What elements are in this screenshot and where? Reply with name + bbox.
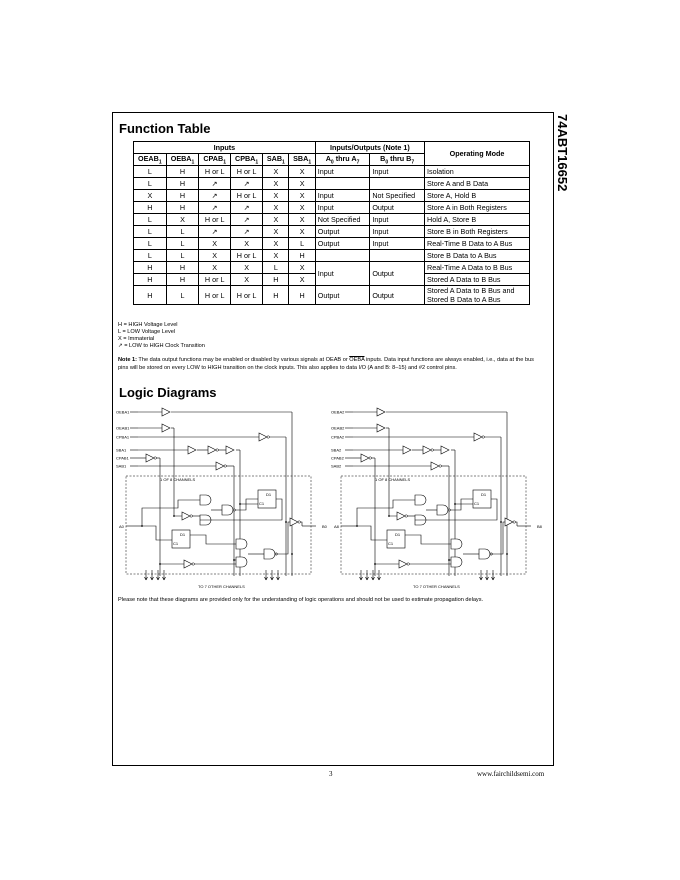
junction-dot — [454, 503, 456, 505]
table-cell: X — [263, 190, 289, 202]
channel-box — [341, 476, 526, 574]
table-cell: Store B Data to A Bus — [425, 250, 530, 262]
signal-label: OEBA1 — [116, 409, 130, 415]
table-cell: X — [199, 250, 231, 262]
table-cell: H — [263, 286, 289, 305]
signal-label: SAB1 — [116, 463, 127, 469]
col-header-cpba: $CPBA_1$ — [230, 154, 262, 166]
table-cell: X — [263, 214, 289, 226]
table-row — [134, 238, 530, 250]
buffer-gate — [290, 518, 298, 526]
buffer-gate — [182, 512, 190, 520]
table-cell: X — [289, 274, 315, 286]
note-oeba: OEBA — [349, 357, 365, 363]
table-cell: X — [199, 238, 231, 250]
table-cell: Store A in Both Registers — [425, 202, 530, 214]
col-header-sab: $SAB_1$ — [263, 154, 289, 166]
table-cell: H — [134, 286, 167, 305]
table-cell: Output — [370, 286, 425, 305]
junction-dot — [141, 525, 143, 527]
diagram-caption: Please note that these diagrams are provided only for the understanding of logic operations and should not be used to estimate propagation delays. — [118, 597, 484, 603]
channel-label: 1 OF 8 CHANNELS — [375, 477, 411, 482]
legend — [118, 322, 205, 350]
buffer-gate — [162, 424, 170, 432]
table-cell: Store A and B Data — [425, 178, 530, 190]
register-c-label: C1 — [259, 501, 265, 506]
table-cell: X — [289, 202, 315, 214]
table-cell: H — [263, 274, 289, 286]
table-cell: Input — [370, 238, 425, 250]
signal-label: SAB2 — [331, 463, 342, 469]
signal-label: SBA2 — [331, 447, 342, 453]
col-header-b: $B_0$ thru $B_7$ — [370, 154, 425, 166]
table-cell: H — [134, 274, 167, 286]
and-gate — [437, 505, 448, 515]
buffer-gate — [441, 446, 449, 454]
table-cell: Not Specified — [315, 214, 370, 226]
table-cell: X — [263, 178, 289, 190]
buffer-gate — [423, 446, 431, 454]
and-gate — [200, 495, 211, 505]
table-cell — [315, 250, 370, 262]
table-cell: L — [166, 226, 199, 238]
col-header-cpab: $CPAB_1$ — [199, 154, 231, 166]
table-cell: Stored A Data to B Bus — [425, 274, 530, 286]
legend-line: H = HIGH Voltage Level — [118, 322, 178, 328]
table-cell: Input — [315, 202, 370, 214]
table-cell: H — [166, 166, 199, 178]
table-cell: H — [166, 274, 199, 286]
table-cell: X — [230, 274, 262, 286]
register-c-label: C1 — [173, 541, 179, 546]
col-header-sba: $SBA_1$ — [289, 154, 315, 166]
table-row — [134, 250, 530, 262]
table-cell: H or L — [230, 286, 262, 305]
table-cell: X — [263, 250, 289, 262]
buffer-gate — [184, 560, 192, 568]
register-c-label: C1 — [388, 541, 394, 546]
table-cell: X — [289, 166, 315, 178]
junction-dot — [506, 553, 508, 555]
table-cell: H — [166, 178, 199, 190]
table-cell: H — [289, 250, 315, 262]
wire — [142, 500, 200, 526]
buffer-gate — [188, 446, 196, 454]
logic-diagram-1 — [116, 408, 328, 589]
signal-label: OEAB1 — [116, 425, 130, 431]
and-gate — [451, 539, 462, 549]
wire — [448, 499, 473, 510]
register-d-label: D1 — [481, 492, 487, 497]
table-cell: H — [134, 202, 167, 214]
table-row — [134, 286, 530, 305]
signal-label: CPAB1 — [116, 455, 129, 461]
and-gate — [236, 539, 247, 549]
other-channels-label: TO 7 OTHER CHANNELS — [413, 584, 460, 589]
other-channels-label: TO 7 OTHER CHANNELS — [198, 584, 245, 589]
and-gate — [222, 505, 233, 515]
logic-diagrams — [116, 404, 546, 594]
b-port-label: B8 — [537, 524, 542, 529]
function-table-heading: Function Table — [119, 121, 211, 136]
junction-dot — [233, 559, 235, 561]
table-cell: L — [134, 178, 167, 190]
table-cell: H or L — [230, 250, 262, 262]
table-cell: Output — [315, 226, 370, 238]
buffer-gate — [505, 518, 513, 526]
wire — [490, 522, 505, 554]
table-cell: Store A, Hold B — [425, 190, 530, 202]
table-cell: ↗ — [230, 226, 262, 238]
table-cell: X — [289, 262, 315, 274]
table-cell: H — [289, 286, 315, 305]
register-d-label: D1 — [180, 532, 186, 537]
table-cell: L — [263, 262, 289, 274]
table-cell: X — [263, 238, 289, 250]
note-label: Note 1: — [118, 357, 137, 363]
buffer-gate — [377, 408, 385, 416]
legend-line: X = Immaterial — [118, 336, 155, 342]
logic-diagrams-heading: Logic Diagrams — [119, 385, 217, 400]
table-cell: H or L — [230, 190, 262, 202]
buffer-gate — [399, 560, 407, 568]
table-cell: X — [289, 190, 315, 202]
and-gate — [415, 495, 426, 505]
buffer-gate — [397, 512, 405, 520]
part-number-title: 74ABT16652 — [555, 114, 570, 192]
table-cell: Output — [315, 238, 370, 250]
table-cell: L — [166, 238, 199, 250]
junction-dot — [374, 563, 376, 565]
buffer-gate — [162, 408, 170, 416]
table-cell: H — [166, 190, 199, 202]
table-cell: Isolation — [425, 166, 530, 178]
table-cell: H — [134, 262, 167, 274]
table-cell: X — [289, 178, 315, 190]
a-port-label: A0 — [119, 524, 124, 529]
table-cell: H — [166, 202, 199, 214]
table-cell — [370, 250, 425, 262]
table-cell: X — [134, 190, 167, 202]
wire — [233, 499, 258, 510]
buffer-gate — [216, 462, 224, 470]
wire — [275, 522, 290, 554]
table-cell: L — [134, 226, 167, 238]
and-gate — [264, 549, 275, 559]
table-cell: X — [263, 166, 289, 178]
buffer-gate — [259, 433, 267, 441]
table-cell: Real-Time A Data to B Bus — [425, 262, 530, 274]
buffer-gate — [226, 446, 234, 454]
table-cell: L — [134, 166, 167, 178]
signal-label: OEAB2 — [331, 425, 345, 431]
junction-dot — [500, 521, 502, 523]
table-cell: ↗ — [199, 190, 231, 202]
table-cell: X — [199, 262, 231, 274]
table-cell: Stored A Data to B Bus and Stored B Data to A Bus — [425, 286, 530, 305]
table-cell — [370, 178, 425, 190]
note-text-a: The data output functions may be enabled or disabled by various signals at OEAB or — [136, 357, 350, 363]
signal-label: SBA1 — [116, 447, 127, 453]
and-gate — [479, 549, 490, 559]
table-cell: ↗ — [199, 202, 231, 214]
a-port-label: A8 — [334, 524, 339, 529]
table-row — [134, 262, 530, 274]
buffer-gate — [208, 446, 216, 454]
table-cell: Not Specified — [370, 190, 425, 202]
legend-line: L = LOW Voltage Level — [118, 329, 176, 335]
table-cell: H or L — [230, 166, 262, 178]
table-cell: Real-Time B Data to A Bus — [425, 238, 530, 250]
legend-line: ↗ = LOW to HIGH Clock Transition — [118, 343, 205, 349]
b-port-label: B0 — [322, 524, 327, 529]
note-1 — [118, 356, 543, 372]
wire — [357, 500, 415, 526]
junction-dot — [291, 553, 293, 555]
table-cell: ↗ — [199, 178, 231, 190]
table-cell: ↗ — [230, 202, 262, 214]
col-header-oeab: $OEAB_1$ — [134, 154, 167, 166]
table-cell: Input — [370, 166, 425, 178]
junction-dot — [159, 563, 161, 565]
table-cell: H or L — [199, 286, 231, 305]
col-header-a: $A_0$ thru $A_7$ — [315, 154, 370, 166]
table-cell: Store B in Both Registers — [425, 226, 530, 238]
table-row — [134, 226, 530, 238]
group-header-mode: Operating Mode — [425, 142, 530, 166]
register-d-label: D1 — [395, 532, 401, 537]
table-cell: X — [166, 214, 199, 226]
group-header-io: Inputs/Outputs (Note 1) — [315, 142, 424, 154]
signal-label: CPAB2 — [331, 455, 344, 461]
table-row — [134, 190, 530, 202]
table-row — [134, 166, 530, 178]
table-cell: Hold A, Store B — [425, 214, 530, 226]
table-cell: Output — [370, 262, 425, 286]
table-cell: L — [289, 238, 315, 250]
table-cell: H or L — [199, 166, 231, 178]
function-table — [133, 141, 530, 305]
table-cell: Input — [315, 166, 370, 178]
table-cell: X — [230, 262, 262, 274]
table-cell: X — [289, 214, 315, 226]
table-cell: X — [289, 226, 315, 238]
logic-diagram-2 — [331, 408, 543, 589]
signal-label: CPBA1 — [116, 434, 130, 440]
table-cell: Input — [370, 226, 425, 238]
and-gate — [236, 557, 247, 567]
wire — [405, 535, 451, 544]
buffer-gate — [361, 454, 369, 462]
table-cell: L — [134, 238, 167, 250]
table-cell: L — [166, 250, 199, 262]
junction-dot — [388, 515, 390, 517]
table-cell — [315, 178, 370, 190]
wire — [190, 535, 236, 544]
junction-dot — [239, 503, 241, 505]
table-cell: ↗ — [230, 178, 262, 190]
wire — [142, 526, 172, 540]
channel-label: 1 OF 8 CHANNELS — [160, 477, 196, 482]
table-cell: H or L — [199, 214, 231, 226]
table-row — [134, 214, 530, 226]
table-cell: L — [166, 286, 199, 305]
note-text-b: inputs. Data input functions are always enabled, i.e., data at the bus pins will be stored on every LOW to HIGH transition on the clock inputs. This also applies to data I/O (A and B: 8–15) and #2 control pins. — [118, 357, 534, 371]
table-cell: H — [166, 262, 199, 274]
junction-dot — [285, 521, 287, 523]
footer-url: www.fairchildsemi.com — [477, 770, 545, 778]
table-cell: ↗ — [230, 214, 262, 226]
buffer-gate — [146, 454, 154, 462]
wire — [357, 526, 387, 540]
table-cell: Input — [315, 190, 370, 202]
table-cell: Output — [315, 286, 370, 305]
buffer-gate — [377, 424, 385, 432]
channel-box — [126, 476, 311, 574]
group-header-inputs: Inputs — [134, 142, 316, 154]
register-c-label: C1 — [474, 501, 480, 506]
signal-label: OEBA2 — [331, 409, 345, 415]
table-cell: H or L — [199, 274, 231, 286]
buffer-gate — [403, 446, 411, 454]
table-cell: X — [263, 202, 289, 214]
buffer-gate — [431, 462, 439, 470]
register-d-label: D1 — [266, 492, 272, 497]
col-header-oeba: $OEBA_1$ — [166, 154, 199, 166]
buffer-gate — [474, 433, 482, 441]
table-row — [134, 202, 530, 214]
and-gate — [451, 557, 462, 567]
table-cell: X — [263, 226, 289, 238]
junction-dot — [173, 515, 175, 517]
signal-label: CPBA2 — [331, 434, 345, 440]
table-cell: X — [230, 238, 262, 250]
page-number: 3 — [329, 770, 333, 778]
table-cell: Input — [315, 262, 370, 286]
junction-dot — [356, 525, 358, 527]
table-row — [134, 178, 530, 190]
table-cell: ↗ — [199, 226, 231, 238]
table-cell: L — [134, 214, 167, 226]
table-cell: Output — [370, 202, 425, 214]
table-cell: Input — [370, 214, 425, 226]
junction-dot — [448, 559, 450, 561]
table-cell: L — [134, 250, 167, 262]
